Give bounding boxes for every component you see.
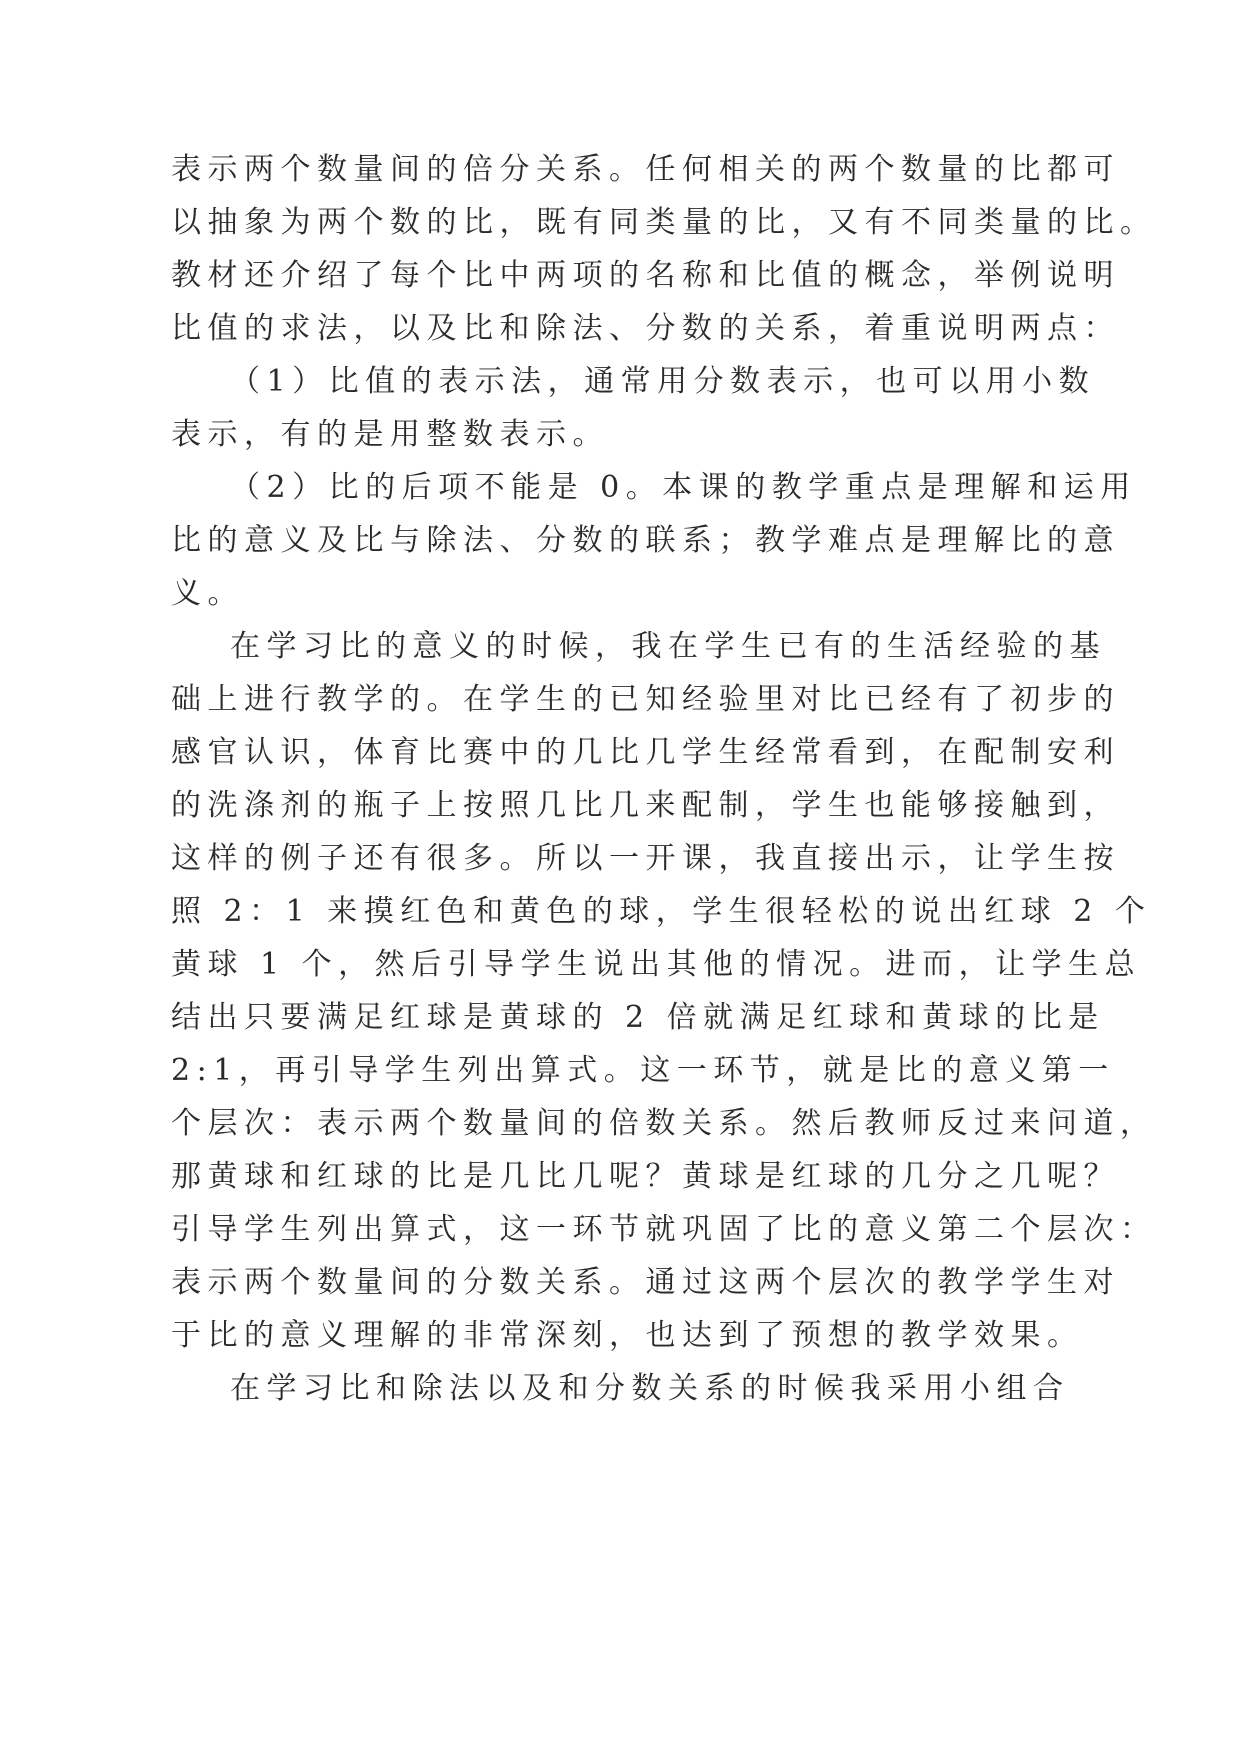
- text-line: 2:1，再引导学生列出算式。这一环节，就是比的意义第一: [171, 1053, 1115, 1088]
- text-line: 在学习比的意义的时候，我在学生已有的生活经验的基: [230, 629, 1106, 664]
- text-line: 感官认识，体育比赛中的几比几学生经常看到，在配制安利: [171, 735, 1120, 770]
- text-line: 表示，有的是用整数表示。: [171, 417, 609, 452]
- text-line: 这样的例子还有很多。所以一开课，我直接出示，让学生按: [171, 841, 1120, 876]
- text-line: （2）比的后项不能是 0。本课的教学重点是理解和运用: [230, 470, 1137, 505]
- text-line: 比值的求法，以及比和除法、分数的关系，着重说明两点：: [171, 311, 1120, 346]
- text-line: 表示两个数量间的倍分关系。任何相关的两个数量的比都可: [171, 152, 1120, 187]
- text-line: 的洗涤剂的瓶子上按照几比几来配制，学生也能够接触到，: [171, 788, 1120, 823]
- text-line: 于比的意义理解的非常深刻，也达到了预想的教学效果。: [171, 1318, 1084, 1353]
- text-line: （1）比值的表示法，通常用分数表示，也可以用小数: [230, 364, 1096, 399]
- text-line: 在学习比和除法以及和分数关系的时候我采用小组合: [230, 1371, 1070, 1406]
- text-line: 表示两个数量间的分数关系。通过这两个层次的教学学生对: [171, 1265, 1120, 1300]
- text-line: 教材还介绍了每个比中两项的名称和比值的概念，举例说明: [171, 258, 1120, 293]
- text-line: 结出只要满足红球是黄球的 2 倍就满足红球和黄球的比是: [171, 1000, 1105, 1035]
- text-line: 引导学生列出算式，这一环节就巩固了比的意义第二个层次：: [171, 1212, 1157, 1247]
- text-line: 黄球 1 个，然后引导学生说出其他的情况。进而，让学生总: [171, 947, 1142, 982]
- text-line: 以抽象为两个数的比，既有同类量的比，又有不同类量的比。: [171, 205, 1157, 240]
- text-line: 个层次：表示两个数量间的倍数关系。然后教师反过来问道，: [171, 1106, 1157, 1141]
- text-line: 比的意义及比与除法、分数的联系；教学难点是理解比的意: [171, 523, 1120, 558]
- text-line: 础上进行教学的。在学生的已知经验里对比已经有了初步的: [171, 682, 1120, 717]
- text-line: 义。: [171, 576, 244, 611]
- text-line: 照 2：1 来摸红色和黄色的球，学生很轻松的说出红球 2 个: [171, 894, 1152, 929]
- text-line: 那黄球和红球的比是几比几呢？黄球是红球的几分之几呢？: [171, 1159, 1120, 1194]
